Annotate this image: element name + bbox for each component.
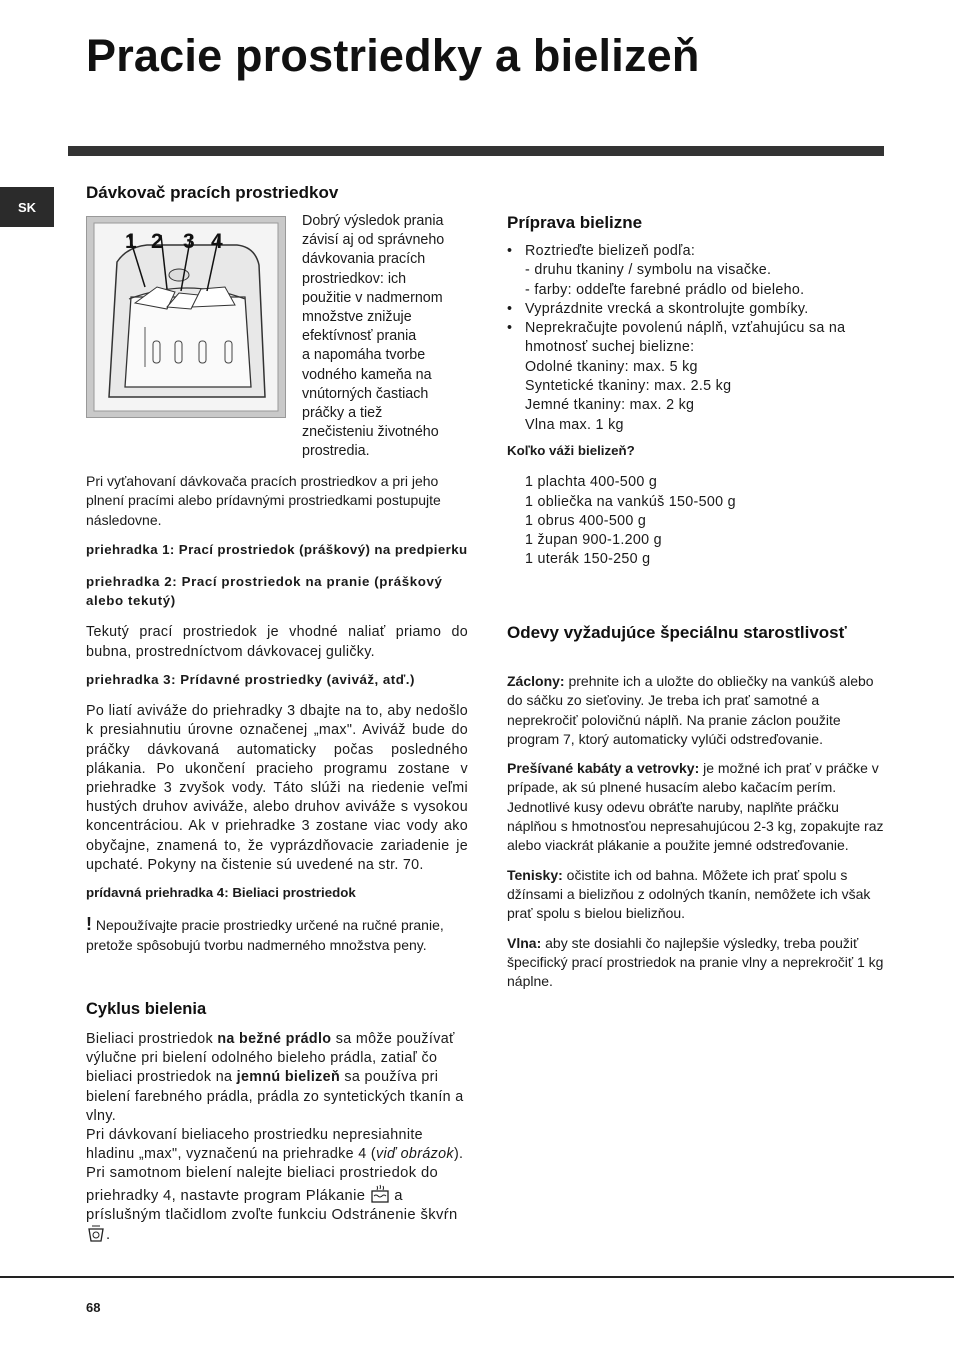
- bleach-text: a príslušným tlačidlom zvoľte funkciu Odstránenie škvŕn: [86, 1187, 458, 1223]
- intro-line: a napomáha tvorbe: [302, 347, 426, 364]
- prep-heading: Príprava bielizne: [507, 213, 643, 232]
- special-item: [507, 759, 885, 855]
- prep-bullet-pockets: • Vyprázdnite vrecká a skontrolujte gombíky.: [507, 300, 885, 319]
- compartment-3-title: priehradka 3: Prídavné prostriedky (aviváž, atď.): [86, 671, 415, 687]
- weigh-title: Koľko váži bielizeň?: [507, 442, 635, 458]
- bleach-italic: viď obrázok: [375, 1146, 454, 1163]
- warning-note: [86, 915, 468, 955]
- top-rule: [68, 146, 884, 156]
- prep-body: [507, 242, 885, 570]
- bleach-text: ).: [453, 1146, 464, 1163]
- load-limit: Jemné tkaniny: max. 2 kg: [525, 397, 695, 414]
- dispenser-heading: Dávkovač pracích prostriedkov: [86, 183, 339, 202]
- special-label: Vlna:: [507, 934, 542, 951]
- page-title: Pracie prostriedky a bielizeň: [86, 30, 700, 81]
- figure-label-4: 4: [211, 230, 223, 253]
- dispenser-para: Pri vyťahovaní dávkovača pracích prostriedkov a pri jeho plnení pracími alebo prídavnými prostriedkami postupujte následovne.: [86, 473, 441, 528]
- figure-label-1: 1: [125, 230, 137, 253]
- special-item: [507, 866, 885, 924]
- bleach-heading: Cyklus bielenia: [86, 1000, 207, 1018]
- dispenser-drawing: [87, 217, 285, 417]
- special-item: [507, 934, 885, 992]
- bleach-text: Pri samotnom bielení nalejte bieliaci prostriedok do priehradky 4, nastavte program Plákanie: [86, 1165, 439, 1204]
- intro-line: prostriedkov: ich: [302, 270, 407, 287]
- bleach-text: .: [106, 1227, 111, 1244]
- intro-line: závisí aj od správneho: [302, 232, 445, 249]
- special-text: je možné ich prať v práčke v prípade, ak sú plnené husacím alebo kačacím perím. Jednotlivé kusy odevu obráťte naruby, naplňte práčku náplňou s hmotnosťou nepresahujúcou 2-3 kg, zopakujte raz alebo viackrát plákanie a použite jemné odstreďovanie.: [507, 760, 884, 854]
- special-text: aby ste dosiahli čo najlepšie výsledky, treba použiť špecifický prací prostriedok na pranie vlny a neprekročiť 1 kg náplne.: [507, 934, 884, 990]
- bleach-text: sa používa pri bielení farebného prádla, prádla zo syntetických tkanín a vlny.: [86, 1069, 464, 1124]
- special-text: prehnite ich a uložte do obliečky na vankúš alebo do sáčku zo sieťoviny. Je treba ich prať samotné a neprekročiť polovičnú náplň. Na pranie záclon použite program 7, ktorý automaticky vylúči odstreďovanie.: [507, 673, 874, 747]
- intro-line: prostredia.: [302, 443, 370, 460]
- warning-mark: !: [86, 914, 92, 935]
- intro-line: znečisteniu životného: [302, 424, 439, 441]
- page-number: 68: [86, 1300, 101, 1315]
- intro-line: efektívnosť prania: [302, 328, 417, 345]
- bleach-emphasis: jemnú bielizeň: [236, 1069, 341, 1086]
- sort-item: - druhu tkaniny / symbolu na visačke.: [525, 262, 772, 279]
- intro-line: množstve znižuje: [302, 309, 412, 326]
- sort-item: - farby: oddeľte farebné prádlo od bieleho.: [525, 281, 805, 298]
- rinse-icon: [370, 1184, 390, 1204]
- figure-label-3: 3: [183, 230, 195, 253]
- weight-item: 1 župan 900-1.200 g: [525, 532, 662, 549]
- special-text: očistite ich od bahna. Môžete ich prať spolu s džínsami a bielizňou z odolných tkanín, nemôžete ich však prať spolu s bielou bielizňou.: [507, 866, 871, 922]
- stain-removal-icon: [86, 1225, 106, 1243]
- intro-line: vnútorných častiach: [302, 385, 429, 402]
- compartment-2-title: priehradka 2: Prací prostriedok na pranie (práškový alebo tekutý): [86, 574, 443, 609]
- compartment-4-title: prídavná priehradka 4: Bieliaci prostriedok: [86, 885, 356, 901]
- special-label: Záclony:: [507, 673, 565, 689]
- load-limit: Odolné tkaniny: max. 5 kg: [525, 358, 698, 375]
- prep-bullet-load: [507, 319, 885, 435]
- intro-line: práčky a tiež: [302, 405, 383, 422]
- sort-title: Roztrieďte bielizeň podľa:: [525, 243, 696, 259]
- dispenser-illustration: [86, 216, 286, 418]
- special-body: [507, 672, 885, 991]
- load-limit: Vlna max. 1 kg: [525, 416, 624, 433]
- language-tab: SK: [0, 187, 54, 227]
- special-label: Prešívané kabáty a vetrovky:: [507, 760, 700, 777]
- compartment-2-text: Tekutý prací prostriedok je vhodné naliať priamo do bubna, prostredníctvom dávkovacej guličky.: [86, 624, 468, 660]
- bleach-text: sa môže používať výlučne pri bielení odolného bieleho prádla, zatiaľ čo bieliaci prostriedok na: [86, 1031, 455, 1086]
- compartment-1-title: priehradka 1: Prací prostriedok (práškový) na predpierku: [86, 541, 468, 557]
- intro-line: dávkovania pracích: [302, 251, 426, 268]
- weights-list: [507, 473, 885, 569]
- special-heading: Odevy vyžadujúce špeciálnu starostlivosť: [507, 623, 847, 642]
- bleach-text: Pri dávkovaní bieliaceho prostriedku nepresiahnite hladinu „max", vyznačenú na priehradke 4 (: [86, 1127, 423, 1163]
- bleach-body: [86, 1030, 468, 1245]
- figure-label-2: 2: [151, 230, 163, 253]
- weight-item: 1 uterák 150-250 g: [525, 551, 651, 568]
- warning-text: Nepoužívajte pracie prostriedky určené na ručné pranie, pretože spôsobujú tvorbu nadmerného množstva peny.: [86, 917, 444, 953]
- dispenser-body: [86, 472, 468, 955]
- special-label: Tenisky:: [507, 866, 563, 883]
- weight-item: 1 obrus 400-500 g: [525, 512, 647, 529]
- prep-bullet-sort: [507, 242, 885, 300]
- bottom-rule: [0, 1276, 954, 1278]
- load-title: Neprekračujte povolenú náplň, vzťahujúcu sa na hmotnosť suchej bielizne:: [525, 320, 846, 356]
- bleach-emphasis: na bežné prádlo: [217, 1031, 332, 1047]
- weight-item: 1 obliečka na vankúš 150-500 g: [525, 493, 736, 510]
- load-limit: Syntetické tkaniny: max. 2.5 kg: [525, 378, 732, 395]
- intro-line: použitie v nadmernom: [302, 289, 443, 306]
- dispenser-intro: [302, 212, 472, 462]
- intro-line: Dobrý výsledok prania: [302, 213, 444, 229]
- special-item: [507, 672, 885, 749]
- compartment-3-text: Po liatí aviváže do priehradky 3 dbajte na to, aby nedošlo k presiahnutiu úrovne označenej „max". Aviváž bude do práčky dávkovaná automaticky počas posledného plákania. Po ukončení pracieho programu zostane v priehradke 3 zvyšok vody. Táto slúži na riedenie veľmi hustých druhov aviváže, alebo druhov aviváže s vysokou koncentráciou. Ak v priehradke 3 zostane viac vody ako obyčajne, znamená to, že vyprázdňovacie zariadenie je upchaté. Pokyny na čistenie sú uvedené na str. 70.: [86, 703, 468, 873]
- bleach-text: Bieliaci prostriedok: [86, 1031, 218, 1047]
- intro-line: vodného kameňa na: [302, 366, 432, 383]
- weight-item: 1 plachta 400-500 g: [525, 474, 658, 491]
